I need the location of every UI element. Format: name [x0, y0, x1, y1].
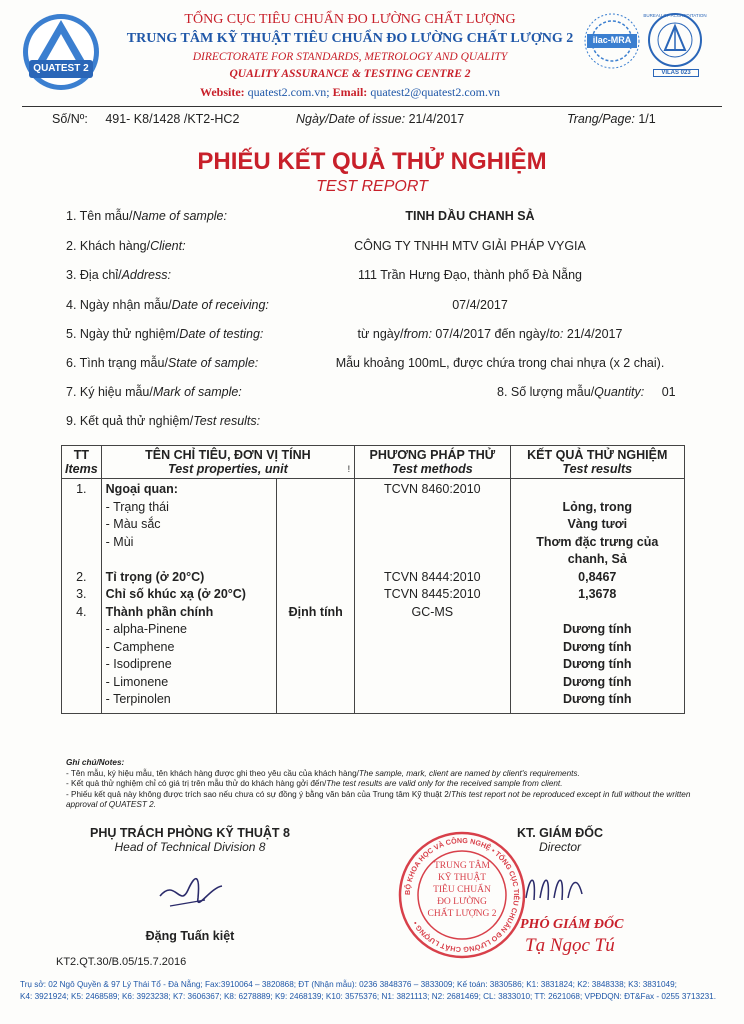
- result-value: Dương tính: [562, 639, 632, 654]
- header-line-3: DIRECTORATE FOR STANDARDS, METROLOGY AND QUALITY: [192, 51, 508, 63]
- report-title-en: TEST REPORT: [316, 178, 428, 195]
- method-value: TCVN 8445:2010: [384, 587, 481, 601]
- client-value: CÔNG TY TNHH MTV GIẢI PHÁP VYGIA: [354, 239, 586, 253]
- page-label: Trang/Page:: [567, 112, 635, 126]
- item-number: 2.: [76, 569, 87, 584]
- col-method: [355, 479, 510, 714]
- item-number: 4.: [76, 604, 87, 619]
- method-value: TCVN 8460:2010: [384, 482, 481, 496]
- result-value: Lỏng, trong: [562, 499, 632, 514]
- col-unit: [277, 479, 355, 714]
- page-value: 1/1: [638, 112, 656, 126]
- mark-label: 7. Ký hiệu mẫu/Mark of sample:: [66, 385, 242, 399]
- property-name: - Limonene: [105, 674, 169, 689]
- property-name: Chỉ số khúc xạ (ở 20°C): [105, 587, 246, 601]
- right-sign-name: Tạ Ngọc Tú: [525, 935, 615, 956]
- form-code: KT2.QT.30/B.05/15.7.2016: [56, 956, 187, 968]
- left-signature-block: [60, 826, 320, 854]
- header-line-2: TRUNG TÂM KỸ THUẬT TIÊU CHUẨN ĐO LƯỜNG CHẤT LƯỢNG 2: [126, 31, 574, 46]
- col-items: [62, 479, 102, 714]
- right-sign-title: KT. GIÁM ĐỐC: [516, 826, 604, 840]
- left-sign-name: Đặng Tuấn kiệt: [145, 929, 235, 943]
- report-number-value: 491- K8/1428 /KT2-HC2: [105, 112, 240, 126]
- result-value: Thơm đặc trưng của: [536, 534, 659, 549]
- col-header-result: KẾT QUẢ THỬ NGHIỆM Test results: [510, 446, 684, 479]
- sample-name-label: 1. Tên mẫu/Name of sample:: [66, 209, 227, 223]
- right-sign-subtitle: Director: [538, 840, 581, 854]
- receiving-value: 07/4/2017: [452, 298, 508, 312]
- vilas-badge: VILAS 023: [653, 69, 699, 77]
- col-property: [101, 479, 277, 714]
- item-number: 1.: [76, 482, 87, 496]
- method-value: GC-MS: [411, 604, 454, 619]
- note-item: - Phiếu kết quả này không được trích sao nếu chưa có sự đồng ý bằng văn bản của Trung tâm Kỹ thuật 2/This test report not be reproduced except in full without the written approval of QUATEST 2.: [66, 789, 691, 809]
- item-number: 3.: [76, 587, 87, 601]
- result-value: Dương tính: [562, 692, 632, 706]
- notes-title: Ghi chú/Notes:: [66, 758, 125, 767]
- col-header-items: TT Items: [62, 446, 102, 479]
- email-label: Email:: [332, 85, 368, 99]
- footer-contacts: [20, 979, 724, 1002]
- client-label: 2. Khách hàng/Client:: [66, 239, 186, 253]
- property-name: - Isodiprene: [105, 657, 172, 671]
- header-contact: [110, 85, 590, 100]
- issue-date: [296, 112, 464, 126]
- property-name: - Camphene: [105, 639, 175, 654]
- property-name: - Trạng thái: [105, 499, 169, 514]
- header-divider: [22, 106, 722, 107]
- result-value: 0,8467: [578, 569, 617, 584]
- address-value: 111 Trần Hưng Đạo, thành phố Đà Nẵng: [357, 268, 583, 282]
- header-line-1: TỔNG CỤC TIÊU CHUẨN ĐO LƯỜNG CHẤT LƯỢNG: [184, 12, 516, 27]
- email-link[interactable]: quatest2@quatest2.com.vn: [370, 85, 501, 99]
- note-item: - Tên mẫu, ký hiệu mẫu, tên khách hàng được ghi theo yêu cầu của khách hàng/The sample, mark, client are named by client's requirements.: [66, 768, 580, 778]
- right-signature-mark: [518, 868, 588, 912]
- result-value: Dương tính: [562, 674, 632, 689]
- property-name: - Terpinolen: [105, 692, 171, 706]
- stamp-ring-text: BỘ KHOA HỌC VÀ CÔNG NGHỆ • TỔNG CỤC TIÊU CHUẨN ĐO LƯỜNG CHẤT LƯỢNG •: [402, 835, 522, 955]
- property-name: - Mùi: [105, 534, 134, 549]
- boa-logo: [643, 12, 707, 80]
- report-number-label: Số/Nº:: [52, 112, 88, 126]
- col-header-property: TÊN CHỈ TIÊU, ĐƠN VỊ TÍNH Test properties, unit !: [101, 446, 354, 479]
- notes: [66, 758, 696, 811]
- report-number: [52, 112, 239, 126]
- table-header-row: [62, 446, 685, 479]
- property-name: Thành phần chính: [105, 604, 214, 619]
- stamp-center: TRUNG TÂM KỸ THUẬT TIÊU CHUẨN ĐO LƯỜNG CHẤT LƯỢNG 2: [427, 861, 497, 919]
- quantity-field: 8. Số lượng mẫu/Quantity: 01: [497, 385, 676, 399]
- right-sign-position: PHÓ GIÁM ĐỐC: [520, 917, 624, 932]
- note-item: - Kết quả thử nghiệm chỉ có giá trị trên mẫu thử do khách hàng gởi đến/The test results are valid only for the received sample from client.: [66, 779, 563, 788]
- sample-name-value: TINH DẦU CHANH SẢ: [405, 209, 535, 223]
- unit-value: Định tính: [288, 604, 343, 619]
- footer-line: Trụ sở: 02 Ngô Quyền & 97 Lý Thái Tổ - Đà Nẵng; Fax:3910064 – 3820868; ĐT (Nhận mẫu): 0236 3848376 – 3833009; Kế toán: 3830586; K1: 3831824; K2: 3848338; K3: 3831049;: [20, 980, 677, 989]
- testing-value: từ ngày/from: 07/4/2017 đến ngày/to: 21/4/2017: [357, 327, 623, 341]
- page-number: [567, 112, 656, 126]
- table-body-row: [62, 479, 685, 714]
- boa-text: BUREAU OF ACCREDITATION: [643, 13, 707, 18]
- header-line-4: QUALITY ASSURANCE & TESTING CENTRE 2: [229, 68, 471, 80]
- state-label: 6. Tình trạng mẫu/State of sample:: [66, 356, 259, 370]
- method-value: TCVN 8444:2010: [384, 569, 481, 584]
- left-signature-mark: [150, 868, 230, 918]
- website-link[interactable]: quatest2.com.vn;: [247, 85, 330, 99]
- property-name: Tỉ trọng (ở 20°C): [105, 569, 205, 584]
- results-table: [61, 445, 685, 714]
- result-value: Vàng tươi: [567, 517, 628, 531]
- left-sign-title: PHỤ TRÁCH PHÒNG KỸ THUẬT 8: [89, 826, 290, 840]
- property-name: - Màu sắc: [105, 517, 161, 531]
- quantity-value: 01: [661, 385, 676, 399]
- website-label: Website:: [199, 85, 245, 99]
- result-value: Dương tính: [562, 657, 632, 671]
- left-sign-subtitle: Head of Technical Division 8: [114, 840, 266, 854]
- results-label: 9. Kết quả thử nghiệm/Test results:: [66, 414, 261, 428]
- address-label: 3. Địa chỉ/Address:: [66, 268, 171, 282]
- result-value: chanh, Sả: [567, 552, 627, 566]
- property-name: - alpha-Pinene: [105, 622, 187, 636]
- quatest-logo: [20, 10, 102, 94]
- receiving-label: 4. Ngày nhận mẫu/Date of receiving:: [66, 298, 269, 312]
- testing-label: 5. Ngày thử nghiệm/Date of testing:: [66, 327, 264, 341]
- col-header-method: PHƯƠNG PHÁP THỬ Test methods: [355, 446, 510, 479]
- ilac-mra-logo: [583, 12, 641, 70]
- official-stamp: [397, 830, 527, 960]
- report-title: PHIẾU KẾT QUẢ THỬ NGHIỆM: [197, 148, 547, 175]
- result-value: 1,3678: [578, 587, 617, 601]
- issue-date-label: Ngày/Date of issue:: [296, 112, 406, 126]
- logo-text: QUATEST 2: [33, 63, 89, 74]
- col-result: [510, 479, 684, 714]
- result-value: Dương tính: [562, 622, 632, 636]
- state-value: Mẫu khoảng 100mL, được chứa trong chai nhựa (x 2 chai).: [335, 356, 665, 370]
- issue-date-value: 21/4/2017: [408, 112, 465, 126]
- property-name: Ngoại quan:: [105, 482, 178, 496]
- header-mark: !: [347, 464, 351, 474]
- footer-line: K4: 3921924; K5: 2468589; K6: 3923238; K7: 3606367; K8: 6278889; K9: 2468139; K10: 3575376; N1: 3821113; N2: 2681469; CL: 3833010; TT: 2621068; VPĐDQN: ĐT&Fax - 0255 3713231.: [20, 991, 717, 1001]
- ilac-text: ilac-MRA: [592, 35, 632, 45]
